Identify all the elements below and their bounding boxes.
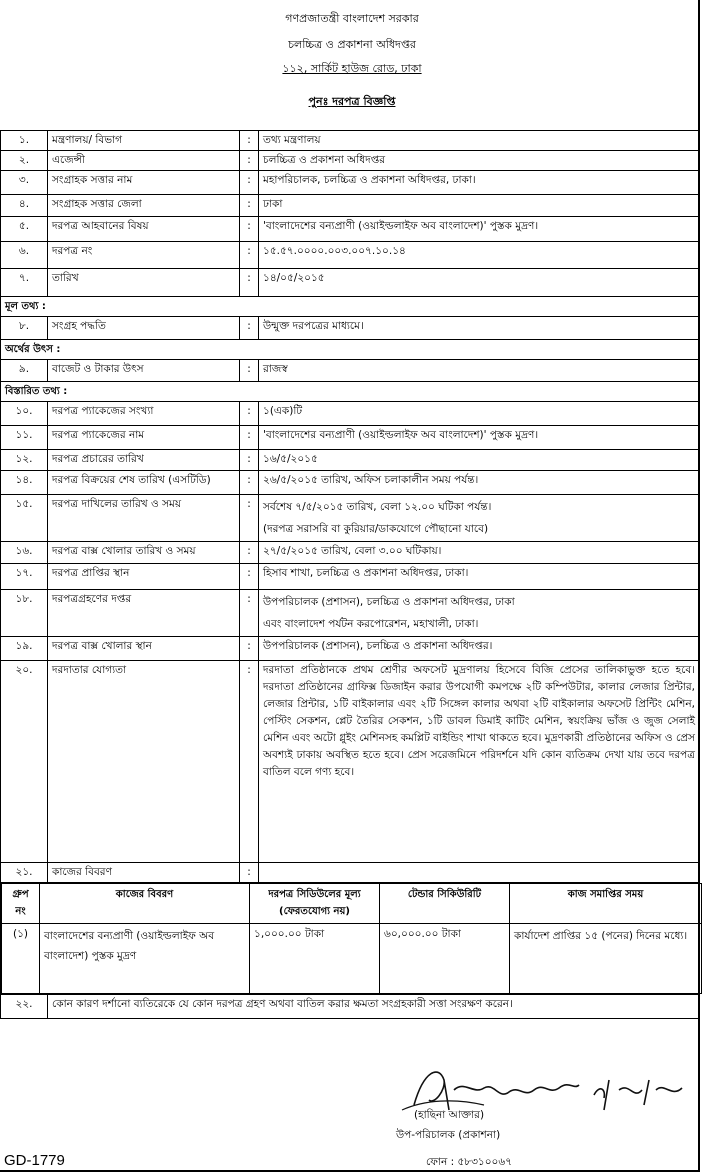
colon: : (240, 661, 259, 863)
row-value (259, 863, 700, 883)
tender-security: ৬০,০০০.০০ টাকা (380, 924, 510, 994)
row-label: দরদাতার যোগ্যতা (48, 661, 240, 863)
row-label: দরপত্র প্রচারের তারিখ (48, 450, 240, 471)
colon: : (240, 151, 259, 171)
row-value: উপপরিচালক (প্রশাসন), চলচ্চিত্র ও প্রকাশনা অধিদপ্তর। (259, 637, 700, 661)
row-value: ১(এক)টি (259, 402, 700, 426)
table-row (1, 171, 700, 195)
colon: : (240, 171, 259, 195)
notice-title (0, 95, 704, 109)
table-row (1, 151, 700, 171)
completion-time: কার্যাদেশ প্রাপ্তির ১৫ (পনের) দিনের মধ্যে। (510, 924, 702, 994)
table-row (1, 495, 700, 542)
row-number: ২২. (1, 995, 48, 1019)
signatory-designation: উপ-পরিচালক (প্রকাশনা) (396, 1129, 501, 1141)
table-row (1, 426, 700, 450)
work-table-header (2, 884, 702, 924)
row-value (259, 590, 700, 637)
table-row (1, 590, 700, 637)
row-number: ১৬. (1, 542, 48, 564)
row-number: ১৫. (1, 495, 48, 542)
table-row (1, 564, 700, 590)
row-label: দরপত্র দাখিলের তারিখ ও সময় (48, 495, 240, 542)
row-number: ৩. (1, 171, 48, 195)
row-label: দরপত্র বাক্স খোলার স্থান (48, 637, 240, 661)
section-row (1, 382, 700, 402)
address (0, 62, 704, 76)
row-label: দরপত্র বাক্স খোলার তারিখ ও সময় (48, 542, 240, 564)
section-row (1, 340, 700, 360)
row-value-line1: উপপরিচালক (প্রশাসন), চলচ্চিত্র ও প্রকাশনা অধিদপ্তর, ঢাকা (263, 596, 515, 608)
row-number: ১৯. (1, 637, 48, 661)
colon: : (240, 217, 259, 242)
colon: : (240, 131, 259, 151)
row-number: ৪. (1, 195, 48, 217)
table-row (1, 360, 700, 382)
section-row (1, 297, 700, 317)
row-value-line1: সর্বশেষ ৭/৫/২০১৫ তারিখ, বেলা ১২.০০ ঘটিকা পর্যন্ত। (263, 501, 492, 513)
row-label: বাজেট ও টাকার উৎস (48, 360, 240, 382)
work-table-cell (1, 883, 700, 995)
row-label: সংগ্রাহক সত্তার নাম (48, 171, 240, 195)
table-row (1, 242, 700, 269)
row-label: কাজের বিবরণ (48, 863, 240, 883)
department-name: চলচ্চিত্র ও প্রকাশনা অধিদপ্তর (288, 38, 416, 51)
table-row (1, 269, 700, 297)
work-table (1, 883, 702, 994)
row-value: ১৪/০৫/২০১৫ (259, 269, 700, 297)
signatory-phone: ফোন : ৫৮৩১০০৬৭ (426, 1156, 513, 1168)
row-value: ২৭/৫/২০১৫ তারিখ, বেলা ৩.০০ ঘটিকায়। (259, 542, 700, 564)
notice-title-text: পুনঃ দরপত্র বিজ্ঞপ্তি (308, 95, 396, 108)
row-number: ১৭. (1, 564, 48, 590)
row-value: উন্মুক্ত দরপত্রের মাধ্যমে। (259, 317, 700, 340)
table-row (1, 317, 700, 340)
row-label: দরপত্র নং (48, 242, 240, 269)
colon: : (240, 471, 259, 495)
colon: : (240, 402, 259, 426)
row-number: ১১. (1, 426, 48, 450)
signature-block (394, 1060, 694, 1170)
row-label: তারিখ (48, 269, 240, 297)
row-number: ৮. (1, 317, 48, 340)
table-row (1, 542, 700, 564)
schedule-price: ১,০০০.০০ টাকা (250, 924, 380, 994)
row-value: 'বাংলাদেশের বন্যপ্রাণী (ওয়াইল্ডলাইফ অব বাংলাদেশ)' পুস্তক মুদ্রণ। (259, 426, 700, 450)
table-row (1, 450, 700, 471)
colon: : (240, 195, 259, 217)
row-number: ১৪. (1, 471, 48, 495)
row-label: দরপত্র প্রাপ্তির স্থান (48, 564, 240, 590)
table-row (1, 195, 700, 217)
table-row (1, 402, 700, 426)
row-number: ২. (1, 151, 48, 171)
row-value: তথ্য মন্ত্রণালয় (259, 131, 700, 151)
colon: : (240, 495, 259, 542)
work-description: বাংলাদেশের বন্যপ্রাণী (ওয়াইল্ডলাইফ অব বাংলাদেশ) পুস্তক মুদ্রণ (40, 924, 250, 994)
section-details: বিস্তারিত তথ্য : (1, 382, 700, 402)
row-value-line2: (দরপত্র সরাসরি বা কুরিয়ার/ডাকযোগে পৌছানো যাবে) (263, 523, 489, 535)
row-number: ৫. (1, 217, 48, 242)
row-label: দরপত্র প্যাকেজের সংখ্যা (48, 402, 240, 426)
group-number: (১) (2, 924, 40, 994)
govt-name: গণপ্রজাতন্ত্রী বাংলাদেশ সরকার (285, 12, 419, 25)
row-value: চলচ্চিত্র ও প্রকাশনা অধিদপ্তর (259, 151, 700, 171)
row-value: 'বাংলাদেশের বন্যপ্রাণী (ওয়াইল্ডলাইফ অব বাংলাদেশ)' পুস্তক মুদ্রণ। (259, 217, 700, 242)
row-value: ১৫.৫৭.০০০০.০০৩.০০৭.১০.১৪ (259, 242, 700, 269)
row-number: ৯. (1, 360, 48, 382)
signatory-name: (হাছিনা আক্তার) (414, 1109, 485, 1121)
row-value (259, 495, 700, 542)
table-row (1, 471, 700, 495)
row-number: ১. (1, 131, 48, 151)
row-label: দরপত্র প্যাকেজের নাম (48, 426, 240, 450)
row-number: ১২. (1, 450, 48, 471)
table-row (1, 217, 700, 242)
colon: : (240, 317, 259, 340)
colon: : (240, 542, 259, 564)
header-schedule-price: দরপত্র সিডিউলের মূল্য (ফেরতযোগ্য নয়) (250, 884, 380, 924)
work-table-row (1, 883, 700, 995)
row-label: দরপত্রগ্রহণের দপ্তর (48, 590, 240, 637)
colon: : (240, 450, 259, 471)
row-label: মন্ত্রণালয়/ বিভাগ (48, 131, 240, 151)
header-group-no: গ্রুপ নং (2, 884, 40, 924)
row-value: হিসাব শাখা, চলচ্চিত্র ও প্রকাশনা অধিদপ্তর, ঢাকা। (259, 564, 700, 590)
colon: : (240, 863, 259, 883)
row-number: ৬. (1, 242, 48, 269)
table-row (1, 637, 700, 661)
row-number: ২১. (1, 863, 48, 883)
tender-table (0, 130, 700, 1019)
row-label: সংগ্রাহক সত্তার জেলা (48, 195, 240, 217)
row-value: রাজস্ব (259, 360, 700, 382)
row-number: ১৮. (1, 590, 48, 637)
section-fund-source: অর্থের উৎস : (1, 340, 700, 360)
colon: : (240, 564, 259, 590)
row-label: দরপত্র বিক্রয়ের শেষ তারিখ (এসটিডি) (48, 471, 240, 495)
colon: : (240, 426, 259, 450)
row-value: ২৬/৫/২০১৫ তারিখ, অফিস চলাকালীন সময় পর্যন্ত। (259, 471, 700, 495)
table-row (1, 131, 700, 151)
table-row (1, 995, 700, 1019)
row-number: ৭. (1, 269, 48, 297)
row-label: সংগ্রহ পদ্ধতি (48, 317, 240, 340)
colon: : (240, 269, 259, 297)
header-tender-security: টেন্ডার সিকিউরিটি (380, 884, 510, 924)
table-row (1, 661, 700, 863)
row-value: ১৬/৫/২০১৫ (259, 450, 700, 471)
row-number: ২০. (1, 661, 48, 863)
header-completion-time: কাজ সমাপ্তির সময় (510, 884, 702, 924)
row-label: এজেন্সী (48, 151, 240, 171)
colon: : (240, 242, 259, 269)
row-label: দরপত্র আহবানের বিষয় (48, 217, 240, 242)
row-value: ঢাকা (259, 195, 700, 217)
address-text: ১১২, সার্কিট হাউজ রোড, ঢাকা (282, 62, 422, 75)
rights-statement: কোন কারণ দর্শানো ব্যতিরেকে যে কোন দরপত্র গ্রহণ অথবা বাতিল করার ক্ষমতা সংগ্রহকারী সত্তা সংরক্ষণ করেন। (48, 995, 700, 1019)
table-row (1, 863, 700, 883)
row-value: মহাপরিচালক, চলচ্চিত্র ও প্রকাশনা অধিদপ্তর, ঢাকা। (259, 171, 700, 195)
row-value-line2: এবং বাংলাদেশ পর্যটন করপোরেশন, মহাখালী, ঢাকা। (263, 618, 479, 630)
footer-code: GD-1779 (4, 1152, 65, 1169)
row-number: ১০. (1, 402, 48, 426)
colon: : (240, 360, 259, 382)
qualification-paragraph: দরদাতা প্রতিষ্ঠানকে প্রথম শ্রেণীর অফসেট মুদ্রণালয় হিসেবে বিজি প্রেসের তালিকাভুক্ত হতে হবে। দরদাতা প্রতিষ্ঠানের গ্রাফিক্স ডিজাইন করার উপযোগী কমপক্ষে ২টি কম্পিউটার, কালার লেজার প্রিন্টার, লেজার প্রিন্টার, ১টি বাইকালার এবং ২টি সিঙ্গেল কালার অথবা ২টি বাইকালার অফসেট প্রিন্টিং মেশিন, পেস্টিং সেকশন, প্লেট তৈরির সেকশন, ১টি ডাবল ডিমাই কাটিং মেশিন, স্বয়ংক্রিয় ভাঁজ ও জুজ সেলাই মেশিন এবং অটো গ্লুইং মেশিনসহ কমপ্লিট বাইন্ডিং শাখা থাকতে হবে। মুদ্রণকারী প্রতিষ্ঠানের অফিস ও প্রেস অবশ্যই ঢাকায় অবস্থিত হতে হবে। প্রেস সরেজমিনে পরিদর্শনে যদি কোন ব্যতিক্রম দেখা যায় তবে দরপত্র বাতিল বলে গণ্য হবে। (259, 661, 700, 863)
section-main-info: মূল তথ্য : (1, 297, 700, 317)
work-table-data-row (2, 924, 702, 994)
header-work-desc: কাজের বিবরণ (40, 884, 250, 924)
colon: : (240, 637, 259, 661)
colon: : (240, 590, 259, 637)
